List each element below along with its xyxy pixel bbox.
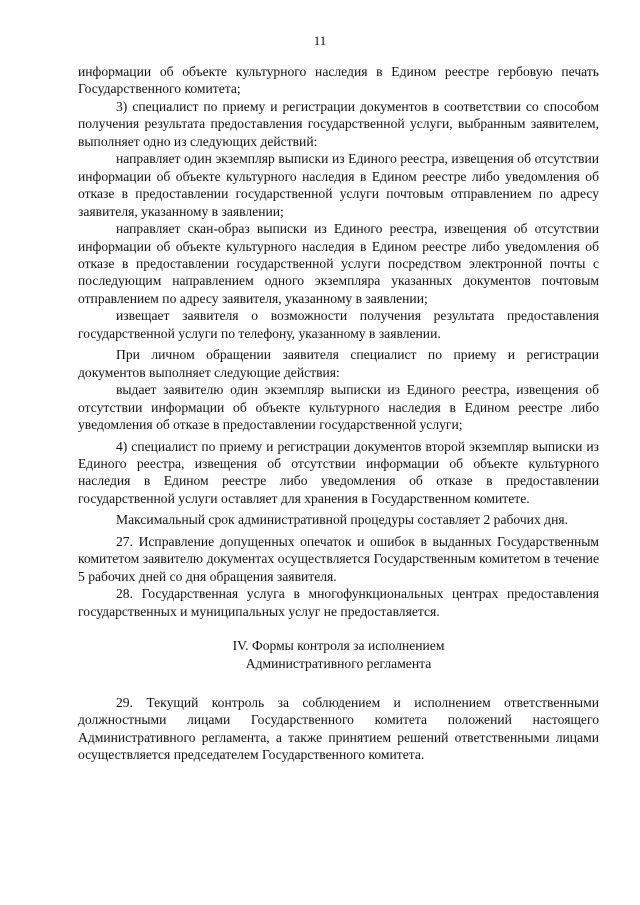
paragraph-28: 28. Государственная услуга в многофункциональных центрах предоставления государственных и муниципальных услуг не предоставляется.	[78, 586, 599, 619]
paragraph-send-by-email: направляет скан-образ выписки из Единого реестра, извещения об отсутствии информации об объекте культурного наследия в Едином реестре либо уведомления об отказе в предоставлении государственной услуги посредством электронной почты с последующим направлением одного экземпляра указанных документов почтовым отправлением по адресу заявителя, указанному в заявлении;	[78, 221, 599, 306]
document-body	[78, 63, 599, 764]
paragraph-continuation: информации об объекте культурного наследия в Едином реестре гербовую печать Государственного комитета;	[78, 64, 599, 97]
paragraph-27: 27. Исправление допущенных опечаток и ошибок в выданных Государственным комитетом заявителю документах осуществляется Государственным комитетом в течение 5 рабочих дней со дня обращения заявителя.	[78, 533, 599, 584]
paragraph-max-term: Максимальный срок административной процедуры составляет 2 рабочих дня.	[116, 512, 568, 528]
paragraph-notify-by-phone: извещает заявителя о возможности получения результата предоставления государственной услуги по телефону, указанному в заявлении.	[78, 308, 599, 341]
paragraph-personal-visit: При личном обращении заявителя специалист по приему и регистрации документов выполняет следующие действия:	[78, 347, 599, 380]
section-heading	[78, 637, 599, 672]
paragraph-issue-copy: выдает заявителю один экземпляр выписки из Единого реестра, извещения об отсутствии информации об объекте культурного наследия в Едином реестре либо уведомления об отказе в предоставлении государственной услуги;	[78, 382, 599, 433]
page-number: 11	[313, 33, 327, 48]
paragraph-send-by-post: направляет один экземпляр выписки из Единого реестра, извещения об отсутствии информации об объекте культурного наследия в Едином реестре либо уведомления об отказе в предоставлении государственной услуги почтовым отправлением по адресу заявителя, указанному в заявлении;	[78, 151, 599, 219]
paragraph-29: 29. Текущий контроль за соблюдением и исполнением ответственными должностными лицами Государственного комитета положений настоящего Административного регламента, а также принятием решений ответственными лицами осуществляется председателем Государственного комитета.	[78, 694, 599, 763]
section-heading-line-2: Административного регламента	[245, 655, 432, 671]
section-heading-line-1: IV. Формы контроля за исполнением	[232, 638, 445, 654]
paragraph-item-4: 4) специалист по приему и регистрации документов второй экземпляр выписки из Единого реестра, извещения об отсутствии информации об объекте культурного наследия в Едином реестре либо уведомления об отказе в предоставлении государственной услуги оставляет для хранения в Государственном комитете.	[78, 438, 599, 506]
paragraph-item-3: 3) специалист по приему и регистрации документов в соответствии со способом получения результата предоставления государственной услуги, выбранным заявителем, выполняет одно из следующих действий:	[78, 98, 599, 149]
